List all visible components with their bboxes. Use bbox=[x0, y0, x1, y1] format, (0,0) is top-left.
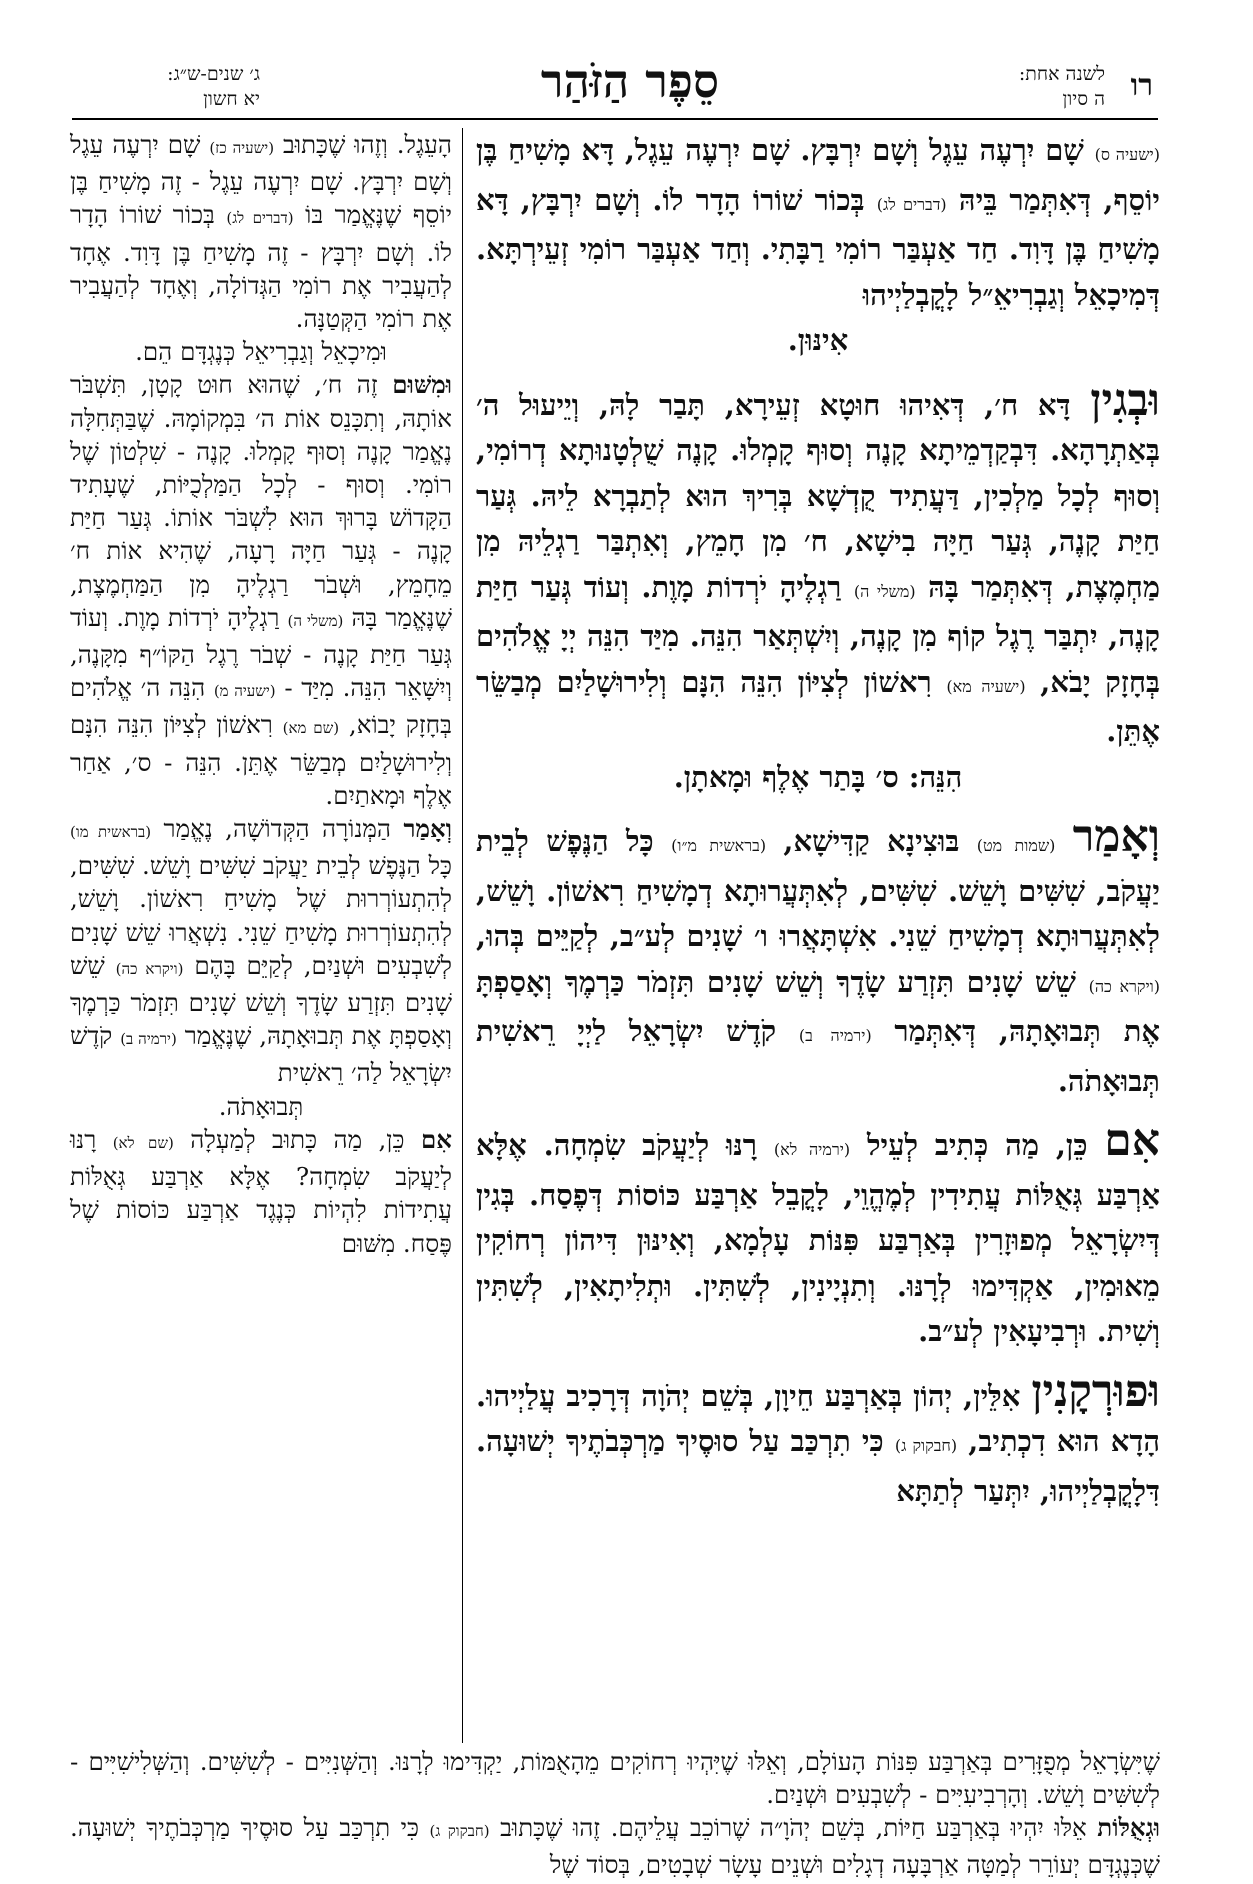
text-run bbox=[1055, 824, 1072, 858]
scripture-reference: (חבקוק ג) bbox=[894, 1436, 958, 1455]
scripture-reference: (ישעיה מא) bbox=[946, 676, 1026, 696]
paragraph-body bbox=[70, 814, 452, 1087]
text-run: זֶה ח׳, שֶׁהוּא חוּט קָטָן, תִּשְׁבֹּר אוֹתָהּ, וְתִכָּנֵס אוֹת ה׳ בִּמְקוֹמָהּ. שֶׁבַּתְּחִלָּה נֶאֱמַר קָנֶה וְסוּף קָמְלוּ. קָנֶה - שִׁלְטוֹן שֶׁל רוֹמִי. וְסוּף - לְכָל הַמַּלְכֻיּוֹת, שֶׁעָתִיד הַקָּדוֹשׁ בָּרוּךְ הוּא לִשְׁבֹּר אוֹתוֹ. גְּעַר חַיַּת קָנֶה - גְּעַר חַיָּה רָעָה, שֶׁהִיא אוֹת ח׳ מֵחָמֵץ, וּשְׁבֹר רַגְלֶיהָ מִן הַמַּחְמֶצֶת, שֶׁנֶּאֱמַר בָּהּ bbox=[70, 370, 452, 632]
scripture-reference: (ירמיה לא) bbox=[773, 1140, 851, 1159]
text-run: רָנּוּ לְיַעֲקֹב שִׂמְחָה? אֶלָּא אַרְבַּע גְּאֻלּוֹת עֲתִידוֹת לִהְיוֹת כְּנֶגֶד אַרְבַּע כּוֹסוֹת שֶׁל פֶּסַח. מִשּׁוּם bbox=[70, 1124, 452, 1258]
paragraph-body bbox=[70, 370, 452, 809]
opening-word: וּמִשּׁוּם bbox=[392, 370, 452, 400]
text-run: כָּל הַנֶּפֶשׁ לְבֵית יַעֲקֹב שִׁשִּׁים וָשֵׁשׁ. שִׁשִּׁים, לְהִתְעוֹרְרוּת שֶׁל מָשִׁיחַ רִאשׁוֹן. וָשֵׁשׁ, לְהִתְעוֹרְרוּת מָשִׁיחַ שֵׁנִי. נִשְׁאֲרוּ שֵׁשׁ שָׁנִים לְשִׁבְעִים וּשְׁנַיִם, לְקַיֵּם בָּהֶם bbox=[70, 851, 453, 980]
paragraph-2 bbox=[70, 1811, 1160, 1881]
text-run: קֹדֶשׁ יִשְׂרָאֵל לַיְיָ רֵאשִׁית תְּבוּאָתֹה. bbox=[476, 1014, 1160, 1098]
scripture-reference: (חבקוק ג) bbox=[429, 1822, 490, 1840]
scripture-reference: (ישעיה מ) bbox=[213, 682, 276, 701]
paragraph-3 bbox=[476, 811, 1161, 1104]
column-divider bbox=[462, 128, 463, 1743]
paragraph-body bbox=[476, 374, 1161, 749]
paragraph-body bbox=[70, 1747, 1160, 1809]
text-run: שָׁם יִרְעֶה עֵגֶל וְשָׁם יִרְבָּץ. שָׁם יִרְעֶה עֵגֶל, דָּא מָשִׁיחַ בֶּן יוֹסֵף, דְּאִתְּמַר בֵּיהּ bbox=[476, 133, 1160, 217]
scripture-reference: (שם לא) bbox=[112, 1133, 174, 1152]
text-run: רִאשׁוֹן לְצִיּוֹן הִנֵּה הִנָּם וְלִירוּשָׁלַיִם מְבַשֵּׂר אֶתֵּן. bbox=[476, 664, 1160, 748]
paragraph-end-line: הִנֵּה: ס׳ בָּתַר אֶלֶף וּמָאתָן. bbox=[673, 759, 963, 794]
text-run: בְּכוֹר שׁוֹרוֹ הָדָר לוֹ. וְשָׁם יִרְבָּץ, דָּא מָשִׁיחַ בֶּן דָּוִד. חַד אַעְבַּר רוֹמִי רַבָּתִי. וְחַד אַעְבַּר רוֹמִי זְעֵירְתָּא. דְּמִיכָאֵל וְגַבְרִיאֵ״ל לָקֳבְלַיְיהוּ bbox=[476, 182, 1160, 312]
text-run: שָׁם יִרְעֶה עֵגֶל וְשָׁם יִרְבָּץ. שָׁם יִרְעֶה עֵגֶל - זֶה מָשִׁיחַ בֶּן יוֹסֵף שֶׁנֶּאֱמַר בּוֹ bbox=[70, 130, 453, 230]
schedule-label: ג׳ שנים-ש״ג: bbox=[167, 63, 260, 85]
text-run: הִנֵּה ה׳ אֱלֹהִים בְּחָזָק יָבוֹא, bbox=[70, 673, 452, 740]
paragraph-body bbox=[70, 1125, 452, 1258]
paragraph-body bbox=[476, 1115, 1161, 1348]
scripture-reference: (שמות מט) bbox=[976, 836, 1056, 855]
text-run: אֵלּוּ יִהְיוּ בְּאַרְבַּע חַיּוֹת, בְּשֵׁם יְהֹוָ״ה שֶׁרוֹכֵב עֲלֵיהֶם. זֶהוּ שֶׁכָּתוּב bbox=[489, 1813, 1098, 1842]
paragraph-body bbox=[70, 1813, 1160, 1879]
text-run: כִּי תִרְכַּב עַל סוּסֶיךָ מַרְכְּבֹתֶיךָ יְשׁוּעָה. שֶׁכְּנֶגְדָּם יְעוֹרֵר לְמַטָּה אַרְבָּעָה דְגָלִים וּשְׁנֵים עָשָׂר שְׁבָטִים, בְּסוֹד שֶׁל bbox=[70, 1813, 1160, 1879]
paragraph-2 bbox=[476, 374, 1161, 801]
paragraph-5 bbox=[476, 1365, 1161, 1515]
paragraph-end-line: וּמִיכָאֵל וְגַבְרִיאֵל כְּנֶגְדָּם הֵם. bbox=[135, 337, 387, 367]
scripture-reference: (בראשית מו) bbox=[70, 823, 152, 842]
scripture-reference: (ויקרא כה) bbox=[1088, 976, 1160, 996]
scripture-reference: (משלי ה) bbox=[853, 581, 916, 601]
text-run: רַגְלֶיהָ יֹרְדוֹת מָוֶת. וְעוֹד גְּעַר חַיַּת קָנֶה - שְׁבֹר רֶגֶל הַקּוֹ״ף מִקָּנֶה, וְיִשָּׁאֵר הִנֵּה. מִיַּד - bbox=[70, 602, 453, 703]
opening-word: וְאָמַר bbox=[403, 814, 452, 844]
study-schedule-three-years bbox=[90, 62, 260, 112]
scripture-reference: (בראשית מ״ו) bbox=[671, 836, 767, 855]
scripture-reference: (ישעיה כז) bbox=[209, 139, 275, 157]
scripture-reference: (ירמיה ב) bbox=[120, 1030, 177, 1049]
text-run: כֵּן, מַה כָּתוּב לְמַעְלָה bbox=[173, 1124, 421, 1154]
paragraph-2 bbox=[70, 368, 452, 812]
opening-word: וְאָמַר bbox=[1072, 811, 1160, 862]
text-run: רִאשׁוֹן לְצִיּוֹן הִנֵּה הִנָּם וְלִירוּשָׁלַיִם מְבַשֵּׂר אֶתֵּן. הִנֵּה - ס׳, אַחַר אֶלֶף וּמָאתַיִם. bbox=[70, 710, 452, 810]
paragraph-body bbox=[476, 133, 1160, 312]
text-run: כִּי תִרְכַּב עַל סוּסֶיךָ מַרְכְּבֹתֶיךָ יְשׁוּעָה. דִּלָקֳבְלַיְיהוּ, יִתְּעַר לְתַתָּא bbox=[476, 1424, 1160, 1508]
book-title: סֵפֶר הַזֹּהַר bbox=[540, 54, 720, 108]
scripture-reference: (שם מא) bbox=[282, 719, 340, 738]
scripture-reference: (משלי ה) bbox=[287, 611, 344, 630]
opening-word: וּפוּרְקָנִין bbox=[1031, 1365, 1160, 1417]
text-run: בְּכוֹר שׁוֹרוֹ הָדָר לוֹ. וְשָׁם יִרְבָּץ - זֶה מָשִׁיחַ בֶּן דָּוִד. אֶחָד לְהַעֲבִיר אֶת רוֹמִי הַגְּדוֹלָה, וְאֶחָד לְהַעֲבִיר אֶת רוֹמִי הַקְּטַנָּה. bbox=[70, 200, 452, 334]
paragraph-4 bbox=[70, 1123, 452, 1260]
scripture-reference: (דברים לג) bbox=[226, 209, 294, 228]
scripture-reference: (ויקרא כה) bbox=[115, 959, 184, 978]
paragraph-end-line: תְּבוּאָתֹה. bbox=[218, 1091, 304, 1121]
header-rule bbox=[72, 118, 1158, 120]
paragraph-1 bbox=[70, 128, 452, 368]
hebrew-translation-column bbox=[70, 128, 452, 1260]
text-run: שֵׁשׁ שָׁנִים תִּזְרַע שָׂדֶךָ וְשֵׁשׁ שָׁנִים תִּזְמֹר כַּרְמֶךָ וְאָסַפְתָּ אֶת תְּבוּאָתָהּ, שֶׁנֶּאֱמַר bbox=[70, 950, 452, 1051]
schedule-date: ה סיון bbox=[1062, 88, 1105, 110]
paragraph-body bbox=[476, 811, 1161, 1098]
scripture-reference: (ישעיה ס) bbox=[1094, 145, 1160, 164]
text-run: הָעֵגֶל. וְזֶהוּ שֶׁכָּתוּב bbox=[274, 130, 452, 159]
text-run: רָנּוּ לְיַעֲקֹב שִׂמְחָה. אֶלָּא אַרְבַּע גְּאֻלּוֹת עֲתִידִין לְמֶהֱוֵי, לָקֳבֵל אַרְבַּע כּוֹסוֹת דְּפֶסַח. בְּגִין דְּיִשְׂרָאֵל מְפוּזָרִין בְּאַרְבַּע פִּנּוֹת עָלְמָא, וְאִינּוּן דִּיהוֹן רְחוֹקִין מֵאוּמִין, אַקְדִּימוּ לְרָנּוּ. וְתִנְיָינִין, לְשִׁתִּין. וּתְלִיתָאִין, לְשִׁתִּין וְשִׁית. וּרְבִיעָאִין לְע״ב. bbox=[476, 1128, 1160, 1348]
aramaic-main-column bbox=[476, 128, 1160, 1528]
scripture-reference: (ירמיה ב) bbox=[798, 1026, 872, 1045]
paragraph-body bbox=[70, 130, 452, 333]
paragraph-1 bbox=[476, 128, 1160, 364]
text-run: בּוּצִינָא קַדִּישָׁא, bbox=[766, 824, 977, 858]
text-run: דָּא ח׳, דְּאִיהוּ חוּטָא זְעֵירָא, תָּבַר לָהּ, וְיֵיעוּל ה׳ בְּאַתְרָהָא. דִּבְקַדְמֵיתָא קָנֶה וְסוּף קָמְלוּ. קָנֶה שֻׁלְטָנוּתָא דְרוֹמִי, וְסוּף לְכָל מַלְכִין, דַּעֲתִיד קֻדְשָׁא בְּרִיךְ הוּא לְתַבְרָא לֵיהּ. גְּעַר חַיַּת קָנֶה, גְּעַר חַיָּה בִישָׁא, ח׳ מִן חָמֵץ, וְאִתְבַּר רַגְלֵיהּ מִן מַחְמֶצֶת, דְּאִתְּמַר בָּהּ bbox=[476, 387, 1161, 604]
opening-word: אִם bbox=[1104, 1115, 1161, 1166]
text-run: שֶׁיִּשְׂרָאֵל מְפֻזָּרִים בְּאַרְבַּע פִּנּוֹת הָעוֹלָם, וְאֵלּוּ שֶׁיִּהְיוּ רְחוֹקִים מֵהָאֻמּוֹת, יַקְדִּימוּ לְרָנּוּ. וְהַשְּׁנִיִּים - לְשִׁשִּׁים. וְהַשְּׁלִישִׁיִּים - לְשִׁשִּׁים וָשֵׁשׁ. וְהָרְבִיעִיִּים - לְשִׁבְעִים וּשְׁנַיִם. bbox=[70, 1747, 1160, 1809]
text-run: רַגְלֶיהָ יֹרְדוֹת מָוֶת. וְעוֹד גְּעַר חַיַּת קָנֶה, יִתְבַּר רֶגֶל קוֹף מִן קָנֶה, וְיִשְׁתְּאַר הִנֵּה. מִיַּד הִנֵּה יְיָ אֱלֹהִים בְּחָזָק יָבֹא, bbox=[476, 569, 1161, 699]
schedule-date: יא חשון bbox=[203, 88, 260, 110]
paragraph-4 bbox=[476, 1115, 1161, 1355]
opening-word: וּבְגִין bbox=[1090, 374, 1160, 426]
bottom-translation-section bbox=[70, 1745, 1160, 1881]
text-run: אִלֵּין, יְהוֹן בְּאַרְבַּע חֵיוָן, בְּשֵׁם יְהֹוָה דְּרָכִיב עֲלַיְיהוּ. הָדָא הוּא דִכְתִיב, bbox=[476, 1378, 1161, 1458]
text-run: קֹדֶשׁ יִשְׂרָאֵל לַה׳ רֵאשִׁית bbox=[70, 1021, 452, 1088]
study-schedule-one-year bbox=[1019, 62, 1105, 112]
schedule-label: לשנה אחת: bbox=[1018, 63, 1105, 85]
scripture-reference: (דברים לג) bbox=[876, 194, 947, 214]
text-run: כָּל הַנֶּפֶשׁ לְבֵית יַעֲקֹב, שִׁשִּׁים וָשֵׁשׁ. שִׁשִּׁים, לְאִתְּעֲרוּתָא דְמָשִׁיחַ רִאשׁוֹן. וָשֵׁשׁ, לְאִתְּעֲרוּתָא דְמָשִׁיחַ שֵׁנִי. אִשְׁתָּאֲרוּ ו׳ שָׁנִים לְע״ב, לְקַיֵּים בְּהוּ, bbox=[476, 824, 1160, 953]
opening-word: אִם bbox=[420, 1124, 452, 1154]
paragraph-body bbox=[476, 1365, 1161, 1508]
paragraph-end-line: אִינּוּן. bbox=[787, 323, 849, 357]
opening-word: וּגְאֻלּוֹת bbox=[1097, 1813, 1161, 1842]
paragraph-3 bbox=[70, 812, 452, 1123]
text-run: שֵׁשׁ שָׁנִים תִּזְרַע שָׂדֶךָ וְשֵׁשׁ שָׁנִים תִּזְמֹר כַּרְמֶךָ וְאָסַפְתָּ אֶת תְּבוּאָתָהּ, דְּאִתְּמַר bbox=[476, 964, 1161, 1048]
paragraph-1 bbox=[70, 1745, 1160, 1811]
text-run: הַמְּנוֹרָה הַקְּדוֹשָׁה, נֶאֱמַר bbox=[151, 814, 404, 844]
text-run: כֵּן, מַה כְּתִיב לְעֵיל bbox=[850, 1128, 1105, 1162]
page-number: רו bbox=[1130, 68, 1153, 103]
